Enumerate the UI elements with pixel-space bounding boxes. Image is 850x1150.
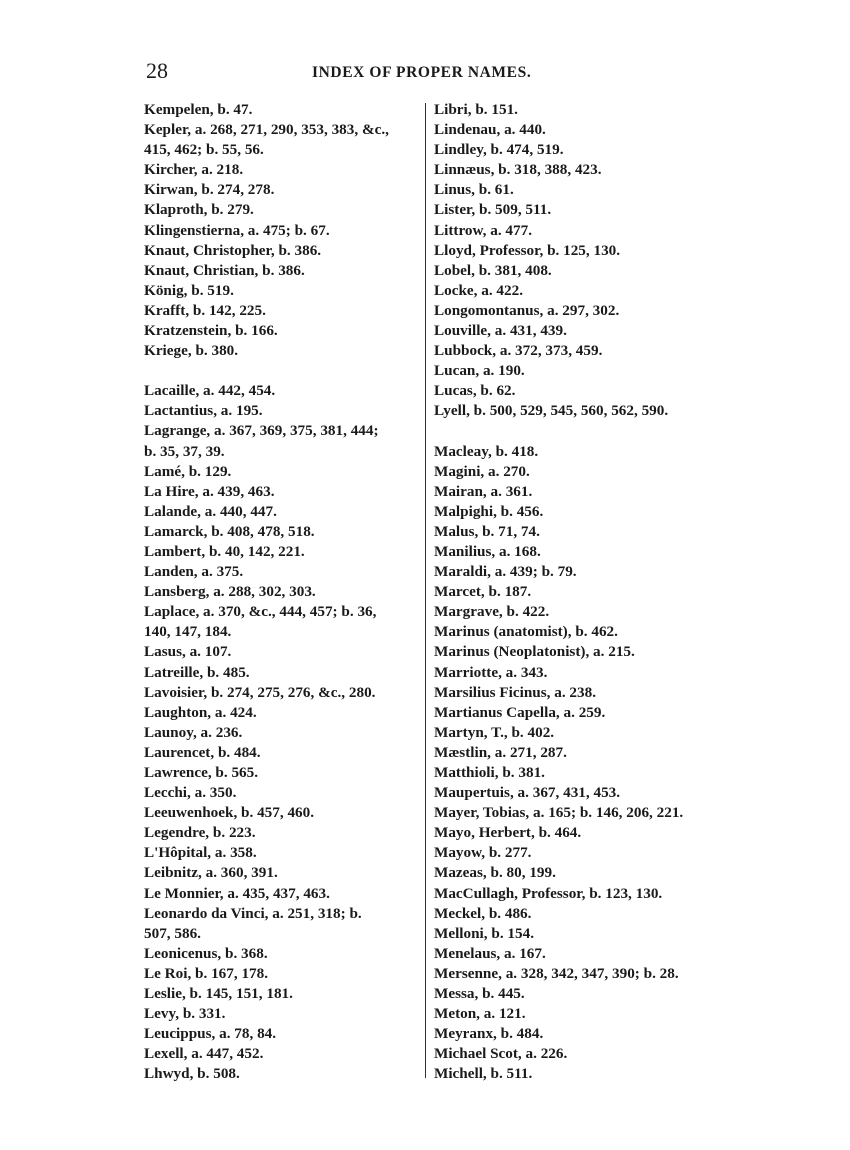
index-entry bbox=[144, 602, 420, 642]
index-entry-text: Knaut, Christopher, b. 386. bbox=[144, 241, 322, 259]
index-entry-text: Marinus (Neoplatonist), a. 215. bbox=[434, 643, 635, 661]
index-entry bbox=[434, 884, 724, 904]
index-entry-text: Margrave, b. 422. bbox=[434, 603, 550, 621]
index-entry bbox=[434, 221, 724, 241]
index-entry-text: Lawrence, b. 565. bbox=[144, 764, 259, 781]
index-entry bbox=[434, 984, 724, 1004]
index-entry-text: Lister, b. 509, 511. bbox=[434, 201, 552, 219]
index-entry-text: Kirwan, b. 274, 278. bbox=[144, 181, 275, 199]
index-entry bbox=[144, 221, 420, 241]
index-entry bbox=[434, 100, 724, 120]
index-entry-text: Menelaus, a. 167. bbox=[434, 944, 546, 962]
index-entry-text: Kepler, a. 268, 271, 290, 353, 383, &c., bbox=[144, 121, 389, 139]
index-entry-text: Lagrange, a. 367, 369, 375, 381, 444; bbox=[144, 422, 379, 440]
index-entry bbox=[434, 622, 724, 642]
index-entry bbox=[144, 763, 420, 783]
index-entry-text: Malpighi, b. 456. bbox=[434, 502, 544, 520]
index-entry bbox=[144, 321, 420, 341]
index-entry-text: Leonardo da Vinci, a. 251, 318; b. bbox=[144, 904, 362, 922]
index-entry bbox=[434, 522, 724, 542]
index-entry-text: Matthioli, b. 381. bbox=[434, 764, 545, 781]
index-entry-text: König, b. 519. bbox=[144, 281, 234, 299]
index-entry bbox=[434, 1004, 724, 1024]
index-entry-continuation: 507, 586. bbox=[144, 924, 201, 942]
index-entry-text: Kriege, b. 380. bbox=[144, 342, 239, 360]
index-entry bbox=[144, 281, 420, 301]
index-entry bbox=[144, 723, 420, 743]
index-entry-text: Lactantius, a. 195. bbox=[144, 402, 263, 420]
index-entry-text: Michael Scot, a. 226. bbox=[434, 1045, 568, 1063]
index-entry bbox=[144, 703, 420, 723]
index-entry-text: Maupertuis, a. 367, 431, 453. bbox=[434, 784, 621, 802]
index-entry bbox=[144, 502, 420, 522]
index-entry bbox=[434, 642, 724, 662]
index-entry bbox=[144, 482, 420, 502]
index-entry-text: Mayo, Herbert, b. 464. bbox=[434, 824, 582, 842]
index-entry-text: Lalande, a. 440, 447. bbox=[144, 502, 277, 520]
column-divider bbox=[425, 103, 426, 1078]
index-entry-text: Latreille, b. 485. bbox=[144, 663, 250, 681]
index-entry-text: Marriotte, a. 343. bbox=[434, 663, 548, 681]
index-entry-text: Mæstlin, a. 271, 287. bbox=[434, 743, 567, 761]
index-entry bbox=[144, 803, 420, 823]
index-entry-text: Marinus (anatomist), b. 462. bbox=[434, 623, 618, 641]
index-entry-text: Linus, b. 61. bbox=[434, 181, 514, 199]
index-entry-text: L'Hôpital, a. 358. bbox=[144, 844, 257, 862]
index-entry-text: Meton, a. 121. bbox=[434, 1005, 526, 1023]
index-entry-text: Leeuwenhoek, b. 457, 460. bbox=[144, 804, 315, 822]
index-entry-text: Longomontanus, a. 297, 302. bbox=[434, 301, 620, 319]
index-entry-text: Laughton, a. 424. bbox=[144, 703, 257, 721]
index-entry bbox=[144, 241, 420, 261]
index-entry-text: Littrow, a. 477. bbox=[434, 221, 533, 239]
index-entry bbox=[144, 120, 420, 160]
index-entry-text: Lloyd, Professor, b. 125, 130. bbox=[434, 241, 621, 259]
index-entry-text: Linnæus, b. 318, 388, 423. bbox=[434, 161, 602, 179]
index-entry-text: Marcet, b. 187. bbox=[434, 583, 532, 601]
index-entry bbox=[434, 160, 724, 180]
index-entry-text: Manilius, a. 168. bbox=[434, 542, 541, 560]
index-entry bbox=[144, 301, 420, 321]
index-entry bbox=[434, 904, 724, 924]
index-entry-text: Lhwyd, b. 508. bbox=[144, 1065, 240, 1083]
index-entry-text: La Hire, a. 439, 463. bbox=[144, 482, 275, 500]
index-entry-text: Lyell, b. 500, 529, 545, 560, 562, 590. bbox=[434, 402, 669, 420]
index-entry-text: Kircher, a. 218. bbox=[144, 161, 244, 179]
index-entry-text: Malus, b. 71, 74. bbox=[434, 522, 540, 540]
index-entry-text: MacCullagh, Professor, b. 123, 130. bbox=[434, 884, 663, 902]
index-entry-text: Lecchi, a. 350. bbox=[144, 784, 237, 802]
index-entry-text: Kratzenstein, b. 166. bbox=[144, 322, 278, 340]
index-entry bbox=[144, 884, 420, 904]
index-entry-text: Klaproth, b. 279. bbox=[144, 201, 254, 219]
index-entry-text: Lacaille, a. 442, 454. bbox=[144, 382, 276, 400]
index-entry bbox=[434, 763, 724, 783]
index-entry bbox=[434, 442, 724, 462]
index-entry-text: Messa, b. 445. bbox=[434, 985, 525, 1003]
index-entry bbox=[434, 944, 724, 964]
index-entry-text: Maraldi, a. 439; b. 79. bbox=[434, 563, 577, 581]
index-entry bbox=[144, 381, 420, 401]
index-entry bbox=[434, 462, 724, 482]
index-entry-text: Lucan, a. 190. bbox=[434, 362, 525, 380]
index-entry bbox=[434, 562, 724, 582]
index-entry-text: Le Roi, b. 167, 178. bbox=[144, 964, 269, 982]
index-entry bbox=[144, 200, 420, 220]
index-entry-text: Meyranx, b. 484. bbox=[434, 1025, 544, 1043]
index-entry-text: Libri, b. 151. bbox=[434, 101, 518, 118]
index-entry bbox=[434, 180, 724, 200]
index-entry bbox=[144, 462, 420, 482]
index-entry-text: Lamé, b. 129. bbox=[144, 462, 232, 480]
index-entry-text: Lasus, a. 107. bbox=[144, 643, 232, 661]
index-entry bbox=[434, 843, 724, 863]
index-entry bbox=[144, 160, 420, 180]
index-entry bbox=[144, 843, 420, 863]
index-entry-text: Lindley, b. 474, 519. bbox=[434, 141, 564, 159]
index-entry bbox=[434, 703, 724, 723]
index-entry bbox=[144, 1064, 420, 1084]
index-entry bbox=[144, 261, 420, 281]
index-entry-text: Kempelen, b. 47. bbox=[144, 101, 253, 118]
index-entry bbox=[434, 723, 724, 743]
index-entry-text: Lubbock, a. 372, 373, 459. bbox=[434, 342, 603, 360]
letter-section-gap bbox=[144, 361, 420, 381]
index-entry bbox=[434, 401, 724, 421]
index-entry-text: Macleay, b. 418. bbox=[434, 442, 539, 460]
index-entry bbox=[434, 1064, 724, 1084]
index-entry-text: Legendre, b. 223. bbox=[144, 824, 256, 842]
index-entry bbox=[434, 241, 724, 261]
index-entry-text: Leucippus, a. 78, 84. bbox=[144, 1025, 277, 1043]
index-entry bbox=[434, 321, 724, 341]
index-entry-text: Launoy, a. 236. bbox=[144, 723, 243, 741]
index-entry-text: Knaut, Christian, b. 386. bbox=[144, 261, 305, 279]
index-entry-text: Laurencet, b. 484. bbox=[144, 743, 261, 761]
letter-section-gap bbox=[434, 422, 724, 442]
index-entry-text: Martyn, T., b. 402. bbox=[434, 723, 555, 741]
index-entry-continuation: 140, 147, 184. bbox=[144, 623, 232, 641]
index-entry bbox=[434, 783, 724, 803]
index-entry bbox=[144, 984, 420, 1004]
index-entry-text: Lucas, b. 62. bbox=[434, 382, 516, 400]
index-entry-text: Martianus Capella, a. 259. bbox=[434, 703, 606, 721]
index-entry bbox=[434, 924, 724, 944]
index-entry-text: Le Monnier, a. 435, 437, 463. bbox=[144, 884, 330, 902]
index-entry-text: Mersenne, a. 328, 342, 347, 390; b. 28. bbox=[434, 964, 679, 982]
index-entry bbox=[434, 1024, 724, 1044]
index-entry bbox=[144, 904, 420, 944]
index-entry bbox=[144, 522, 420, 542]
index-entry bbox=[144, 1044, 420, 1064]
index-entry bbox=[434, 1044, 724, 1064]
index-entry-text: Lansberg, a. 288, 302, 303. bbox=[144, 583, 316, 601]
index-entry bbox=[434, 301, 724, 321]
index-entry bbox=[434, 261, 724, 281]
index-entry-text: Levy, b. 331. bbox=[144, 1005, 226, 1023]
index-entry-text: Klingenstierna, a. 475; b. 67. bbox=[144, 221, 330, 239]
index-entry-text: Leslie, b. 145, 151, 181. bbox=[144, 985, 293, 1003]
index-entry-text: Lambert, b. 40, 142, 221. bbox=[144, 542, 305, 560]
index-entry bbox=[434, 743, 724, 763]
running-head: INDEX OF PROPER NAMES. bbox=[312, 64, 532, 81]
index-entry bbox=[144, 944, 420, 964]
index-entry bbox=[144, 663, 420, 683]
index-entry bbox=[144, 542, 420, 562]
index-entry bbox=[434, 602, 724, 622]
index-entry bbox=[144, 863, 420, 883]
index-entry bbox=[144, 180, 420, 200]
index-entry-text: Laplace, a. 370, &c., 444, 457; b. 36, bbox=[144, 603, 377, 621]
index-entry bbox=[434, 863, 724, 883]
index-entry-text: Magini, a. 270. bbox=[434, 462, 530, 480]
column-left bbox=[144, 100, 420, 1085]
index-entry-text: Lavoisier, b. 274, 275, 276, &c., 280. bbox=[144, 683, 376, 701]
index-entry-text: Lobel, b. 381, 408. bbox=[434, 261, 552, 279]
index-entry bbox=[434, 823, 724, 843]
index-entry bbox=[144, 783, 420, 803]
index-entry bbox=[144, 1004, 420, 1024]
index-entry bbox=[144, 421, 420, 461]
index-entry bbox=[434, 361, 724, 381]
index-entry bbox=[434, 200, 724, 220]
index-entry-text: Meckel, b. 486. bbox=[434, 904, 532, 922]
index-entry-text: Mayer, Tobias, a. 165; b. 146, 206, 221. bbox=[434, 804, 684, 822]
index-entry bbox=[434, 964, 724, 984]
index-entry-text: Mayow, b. 277. bbox=[434, 844, 532, 862]
index-entry-text: Mairan, a. 361. bbox=[434, 482, 533, 500]
index-entry bbox=[144, 341, 420, 361]
index-entry-text: Lindenau, a. 440. bbox=[434, 121, 546, 139]
index-entry-text: Locke, a. 422. bbox=[434, 281, 524, 299]
index-entry bbox=[434, 803, 724, 823]
index-entry-text: Krafft, b. 142, 225. bbox=[144, 301, 266, 319]
index-entry-text: Marsilius Ficinus, a. 238. bbox=[434, 683, 597, 701]
index-entry bbox=[434, 341, 724, 361]
index-entry bbox=[144, 100, 420, 120]
index-entry bbox=[144, 562, 420, 582]
index-entry bbox=[144, 1024, 420, 1044]
index-entry-text: Lexell, a. 447, 452. bbox=[144, 1045, 264, 1063]
index-entry bbox=[144, 964, 420, 984]
index-entry-continuation: 415, 462; b. 55, 56. bbox=[144, 141, 264, 159]
index-entry bbox=[434, 502, 724, 522]
index-entry-text: Leonicenus, b. 368. bbox=[144, 944, 268, 962]
index-entry bbox=[144, 743, 420, 763]
page-number: 28 bbox=[146, 58, 168, 83]
index-entry bbox=[434, 482, 724, 502]
index-entry-text: Michell, b. 511. bbox=[434, 1065, 533, 1083]
column-right bbox=[434, 100, 724, 1085]
index-entry bbox=[434, 582, 724, 602]
index-entry bbox=[434, 140, 724, 160]
index-entry bbox=[144, 642, 420, 662]
index-entry-text: Leibnitz, a. 360, 391. bbox=[144, 864, 278, 882]
index-entry-text: Melloni, b. 154. bbox=[434, 924, 534, 942]
index-entry bbox=[434, 542, 724, 562]
index-entry-text: Landen, a. 375. bbox=[144, 563, 244, 581]
index-entry bbox=[434, 120, 724, 140]
index-entry bbox=[434, 683, 724, 703]
index-entry-text: Lamarck, b. 408, 478, 518. bbox=[144, 522, 315, 540]
index-entry bbox=[144, 683, 420, 703]
index-entry bbox=[434, 381, 724, 401]
index-entry-text: Mazeas, b. 80, 199. bbox=[434, 864, 556, 882]
index-entry bbox=[144, 401, 420, 421]
index-entry bbox=[144, 582, 420, 602]
index-entry-continuation: b. 35, 37, 39. bbox=[144, 442, 225, 460]
index-entry bbox=[434, 663, 724, 683]
index-entry bbox=[434, 281, 724, 301]
index-entry bbox=[144, 823, 420, 843]
index-entry-text: Louville, a. 431, 439. bbox=[434, 322, 567, 340]
